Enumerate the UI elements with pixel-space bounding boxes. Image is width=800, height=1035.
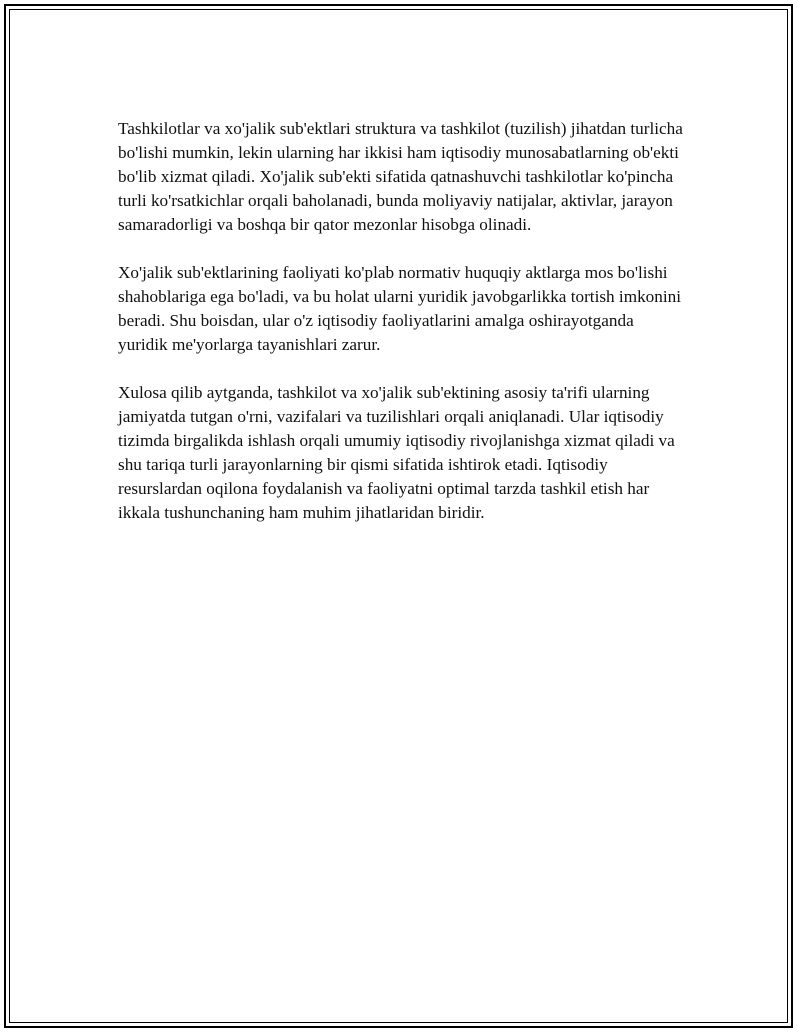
paragraph-2: Xo'jalik sub'ektlarining faoliyati ko'plab normativ huquqiy aktlarga mos bo'lishi shahoblariga ega bo'ladi, va bu holat ularni yuridik javobgarlikka tortish imkonini beradi. Shu boisdan, ular o'z iqtisodiy faoliyatlarini amalga oshirayotganda yuridik me'yorlarga tayanishlari zarur. xyxy=(118,263,681,354)
paragraph-1: Tashkilotlar va xo'jalik sub'ektlari struktura va tashkilot (tuzilish) jihatdan turlicha bo'lishi mumkin, lekin ularning har ikkisi ham iqtisodiy munosabatlarning ob'ekti bo'lib xizmat qiladi. Xo'jalik sub'ekti sifatida qatnashuvchi tashkilotlar ko'pincha turli ko'rsatkichlar orqali baholanadi, bunda moliyaviy natijalar, aktivlar, jarayon samaradorligi va boshqa bir qator mezonlar hisobga olinadi. xyxy=(118,119,683,234)
document-body xyxy=(118,117,683,549)
paragraph-3: Xulosa qilib aytganda, tashkilot va xo'jalik sub'ektining asosiy ta'rifi ularning jamiyatda tutgan o'rni, vazifalari va tuzilishlari orqali aniqlanadi. Ular iqtisodiy tizimda birgalikda ishlash orqali umumiy iqtisodiy rivojlanishga xizmat qiladi va shu tariqa turli jarayonlarning bir qismi sifatida ishtirok etadi. Iqtisodiy resurslardan oqilona foydalanish va faoliyatni optimal tarzda tashkil etish har ikkala tushunchaning ham muhim jihatlaridan biridir. xyxy=(118,383,675,522)
